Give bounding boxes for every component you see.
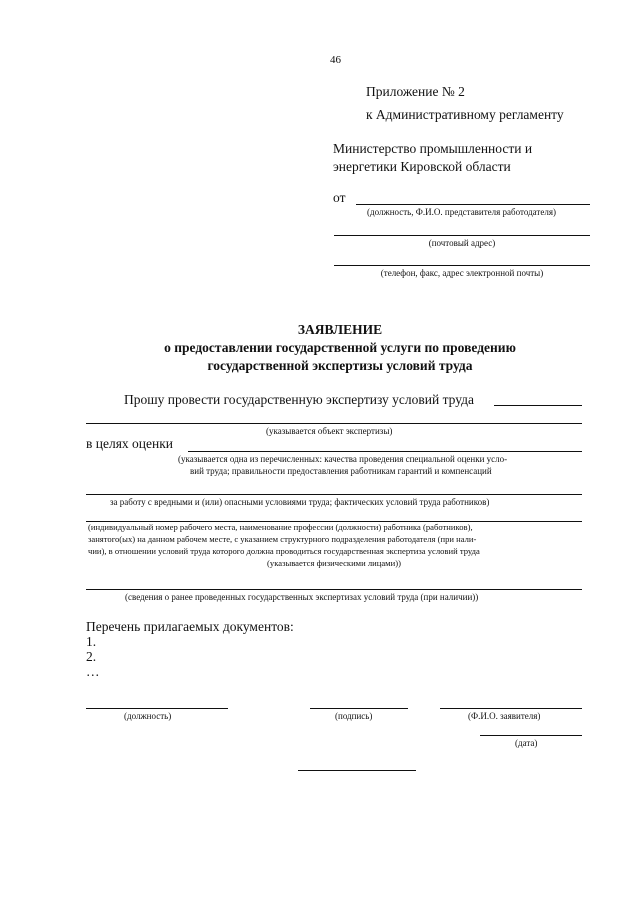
purpose-hint-line-3: за работу с вредными и (или) опасными условиями труда; фактических условий труда работников) (110, 497, 490, 507)
workplace-hint-line-4: (указывается физическими лицами)) (267, 558, 401, 568)
workplace-hint-line-1: (индивидуальный номер рабочего места, наименование профессии (должности) работника (работников), (88, 522, 473, 532)
closing-line (298, 770, 416, 771)
request-inline-line (494, 405, 582, 406)
date-hint: (дата) (515, 738, 538, 748)
document-subtitle-line-2: государственной экспертизы условий труда (207, 358, 473, 373)
postal-address-line (334, 235, 590, 236)
expertise-object-line (86, 423, 582, 424)
document-title: ЗАЯВЛЕНИЕ (297, 322, 383, 337)
documents-heading: Перечень прилагаемых документов: (86, 619, 294, 634)
contacts-hint: (телефон, факс, адрес электронной почты) (380, 268, 544, 278)
from-label: от (333, 190, 346, 205)
purpose-hint-line-1: (указывается одна из перечисленных: качества проведения специальной оценки усло- (178, 454, 508, 464)
addressee-line-2: энергетики Кировской области (333, 159, 511, 174)
from-representative-line (356, 204, 590, 205)
contacts-line (334, 265, 590, 266)
page-number: 46 (330, 54, 341, 66)
applicant-name-line (440, 708, 582, 709)
workplace-hint-line-2: занятого(ых) на данном рабочем месте, с указанием структурного подразделения работодателя (при нали- (88, 534, 477, 544)
documents-item-2: 2. (86, 649, 97, 664)
applicant-name-hint: (Ф.И.О. заявителя) (468, 711, 541, 721)
request-text: Прошу провести государственную экспертизу условий труда (124, 392, 474, 407)
appendix-reference: к Административному регламенту (366, 107, 564, 122)
date-line (480, 735, 582, 736)
workplace-hint-line-3: чии), в отношении условий труда которого должна проводиться государственная экспертиза условий труда (88, 546, 480, 556)
previous-expertise-line (86, 589, 582, 590)
documents-item-ellipsis: … (86, 664, 100, 679)
purpose-hint-line-2: вий труда; правильности предоставления работникам гарантий и компенсаций (190, 466, 492, 476)
purpose-line (188, 451, 582, 452)
previous-expertise-hint: (сведения о ранее проведенных государственных экспертизах условий труда (при наличии)) (125, 592, 479, 602)
expertise-object-hint: (указывается объект экспертизы) (266, 426, 393, 436)
documents-item-1: 1. (86, 634, 97, 649)
appendix-number: Приложение № 2 (366, 84, 465, 99)
position-signature-line (86, 708, 228, 709)
purpose-continued-line (86, 494, 582, 495)
purpose-label: в целях оценки (86, 436, 174, 451)
from-representative-hint: (должность, Ф.И.О. представителя работодателя) (367, 207, 556, 217)
position-hint: (должность) (124, 711, 172, 721)
postal-address-hint: (почтовый адрес) (428, 238, 496, 248)
addressee-line-1: Министерство промышленности и (333, 141, 533, 156)
signature-line (310, 708, 408, 709)
signature-hint: (подпись) (335, 711, 373, 721)
document-subtitle-line-1: о предоставлении государственной услуги по проведению (164, 340, 516, 355)
